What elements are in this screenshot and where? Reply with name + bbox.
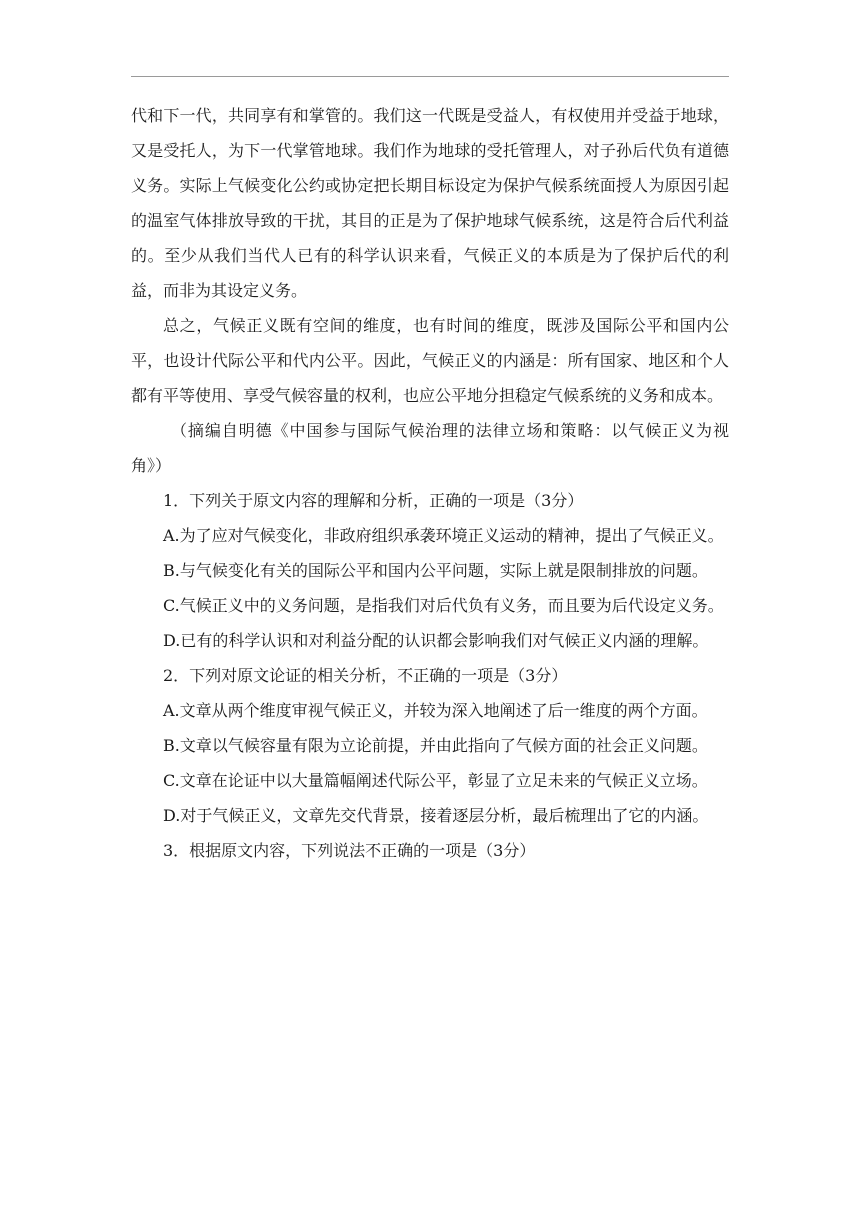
header-rule: [131, 76, 729, 77]
question-stem: 2．下列对原文论证的相关分析，不正确的一项是（3分）: [163, 666, 568, 685]
question-option: A.文章从两个维度审视气候正义，并较为深入地阐述了后一维度的两个方面。: [163, 701, 708, 720]
body-paragraph: 代和下一代，共同享有和掌管的。我们这一代既是受益人，有权使用并受益于地球，又是受托人，为下一代掌管地球。我们作为地球的受托管理人，对子孙后代负有道德义务。实际上气候变化公约或协定把长期目标设定为保护气候系统面授人为原因引起的温室气体排放导致的干扰，其目的正是为了保护地球气候系统，这是符合后代利益的。至少从我们当代人已有的科学认识来看，气候正义的本质是为了保护后代的利益，而非为其设定义务。: [131, 106, 729, 300]
question-option: D.对于气候正义，文章先交代背景，接着逐层分析，最后梳理出了它的内涵。: [163, 806, 709, 825]
question-option: B.文章以气候容量有限为立论前提，并由此指向了气候方面的社会正义问题。: [163, 736, 708, 755]
question-option: C.气候正义中的义务问题，是指我们对后代负有义务，而且要为后代设定义务。: [163, 596, 724, 615]
source-citation: （摘编自明德《中国参与国际气候治理的法律立场和策略：以气候正义为视角》）: [131, 421, 729, 475]
body-paragraph: 总之，气候正义既有空间的维度，也有时间的维度，既涉及国际公平和国内公平，也设计代际公平和代内公平。因此，气候正义的内涵是：所有国家、地区和个人都有平等使用、享受气候容量的权利，也应公平地分担稳定气候系统的义务和成本。: [131, 316, 729, 405]
question-option: B.与气候变化有关的国际公平和国内公平问题，实际上就是限制排放的问题。: [163, 561, 708, 580]
question-option: C.文章在论证中以大量篇幅阐述代际公平，彰显了立足未来的气候正义立场。: [163, 771, 708, 790]
document-body: [131, 98, 729, 868]
question-option: A.为了应对气候变化，非政府组织承袭环境正义运动的精神，提出了气候正义。: [163, 526, 724, 545]
question-stem: 1．下列关于原文内容的理解和分析，正确的一项是（3分）: [163, 491, 584, 510]
question-option: D.已有的科学认识和对利益分配的认识都会影响我们对气候正义内涵的理解。: [163, 631, 709, 650]
question-stem: 3．根据原文内容，下列说法不正确的一项是（3分）: [163, 841, 536, 860]
